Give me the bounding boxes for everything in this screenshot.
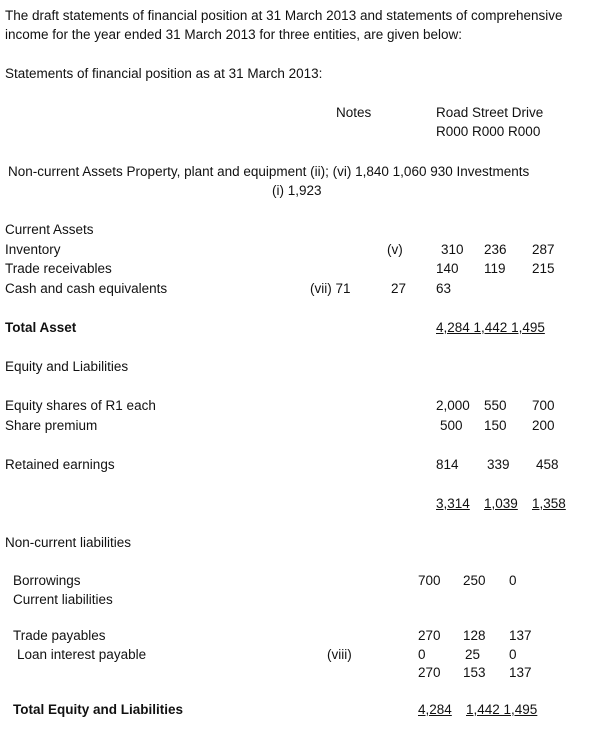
equity-total-street: 1,039 <box>484 496 518 511</box>
equity-shares-road: 2,000 <box>436 398 470 413</box>
borrowings-street: 250 <box>463 573 486 588</box>
equity-shares-street: 550 <box>484 398 507 413</box>
retained-earnings-street: 339 <box>487 457 510 472</box>
total-asset-values: 4,284 1,442 1,495 <box>436 320 545 335</box>
equity-liabilities-heading: Equity and Liabilities <box>5 359 129 374</box>
total-asset-label: Total Asset <box>5 320 77 335</box>
current-liabilities-subtotal-road: 270 <box>418 665 441 680</box>
intro-line-2: income for the year ended 31 March 2013 for three entities, are given below: <box>5 27 463 42</box>
inventory-label: Inventory <box>5 242 61 257</box>
entities-column-header: Road Street Drive <box>436 105 544 120</box>
trade-payables-label: Trade payables <box>13 628 106 643</box>
current-liabilities-heading: Current liabilities <box>13 592 113 607</box>
borrowings-road: 700 <box>418 573 441 588</box>
trade-receivables-road: 140 <box>436 261 459 276</box>
trade-payables-street: 128 <box>463 628 486 643</box>
equity-shares-label: Equity shares of R1 each <box>5 398 156 413</box>
inventory-street: 236 <box>484 242 507 257</box>
share-premium-street: 150 <box>484 418 507 433</box>
equity-shares-drive: 700 <box>532 398 555 413</box>
loan-interest-street: 25 <box>465 647 481 662</box>
total-equity-liabilities-rest: 1,442 1,495 <box>466 702 538 717</box>
inventory-drive: 287 <box>532 242 555 257</box>
share-premium-road: 500 <box>440 418 463 433</box>
noncurrent-liabilities-heading: Non-current liabilities <box>5 535 132 550</box>
share-premium-label: Share premium <box>5 418 98 433</box>
current-assets-heading: Current Assets <box>5 222 94 237</box>
trade-payables-road: 270 <box>418 628 441 643</box>
trade-receivables-drive: 215 <box>532 261 555 276</box>
current-liabilities-subtotal-street: 153 <box>463 665 486 680</box>
intro-line-1: The draft statements of financial position at 31 March 2013 and statements of comprehensive <box>5 8 563 23</box>
total-equity-liabilities-road: 4,284 <box>418 702 452 717</box>
noncurrent-assets-line-2: (i) 1,923 <box>272 183 322 198</box>
equity-total-drive: 1,358 <box>532 496 566 511</box>
cash-value-2: 27 <box>391 281 407 296</box>
borrowings-label: Borrowings <box>13 573 81 588</box>
inventory-note: (v) <box>387 242 403 257</box>
trade-receivables-street: 119 <box>484 261 506 276</box>
current-liabilities-subtotal-drive: 137 <box>509 665 532 680</box>
notes-column-header: Notes <box>336 105 372 120</box>
statement-heading: Statements of financial position as at 31 March 2013: <box>5 66 323 81</box>
cash-value-3: 63 <box>436 281 452 296</box>
retained-earnings-road: 814 <box>436 457 459 472</box>
noncurrent-assets-line-1: Non-current Assets Property, plant and equipment (ii); (vi) 1,840 1,060 930 Investments <box>8 164 530 179</box>
share-premium-drive: 200 <box>532 418 555 433</box>
borrowings-drive: 0 <box>509 573 517 588</box>
cash-note-value: (vii) 71 <box>310 281 351 296</box>
total-equity-liabilities-label: Total Equity and Liabilities <box>13 702 184 717</box>
loan-interest-note: (viii) <box>327 647 352 662</box>
loan-interest-road: 0 <box>418 647 426 662</box>
inventory-road: 310 <box>441 242 464 257</box>
equity-total-road: 3,314 <box>436 496 470 511</box>
retained-earnings-drive: 458 <box>536 457 559 472</box>
retained-earnings-label: Retained earnings <box>5 457 115 472</box>
currency-column-header: R000 R000 R000 <box>436 124 541 139</box>
trade-payables-drive: 137 <box>509 628 532 643</box>
loan-interest-label: Loan interest payable <box>17 647 147 662</box>
loan-interest-drive: 0 <box>509 647 517 662</box>
trade-receivables-label: Trade receivables <box>5 261 112 276</box>
cash-label: Cash and cash equivalents <box>5 281 168 296</box>
